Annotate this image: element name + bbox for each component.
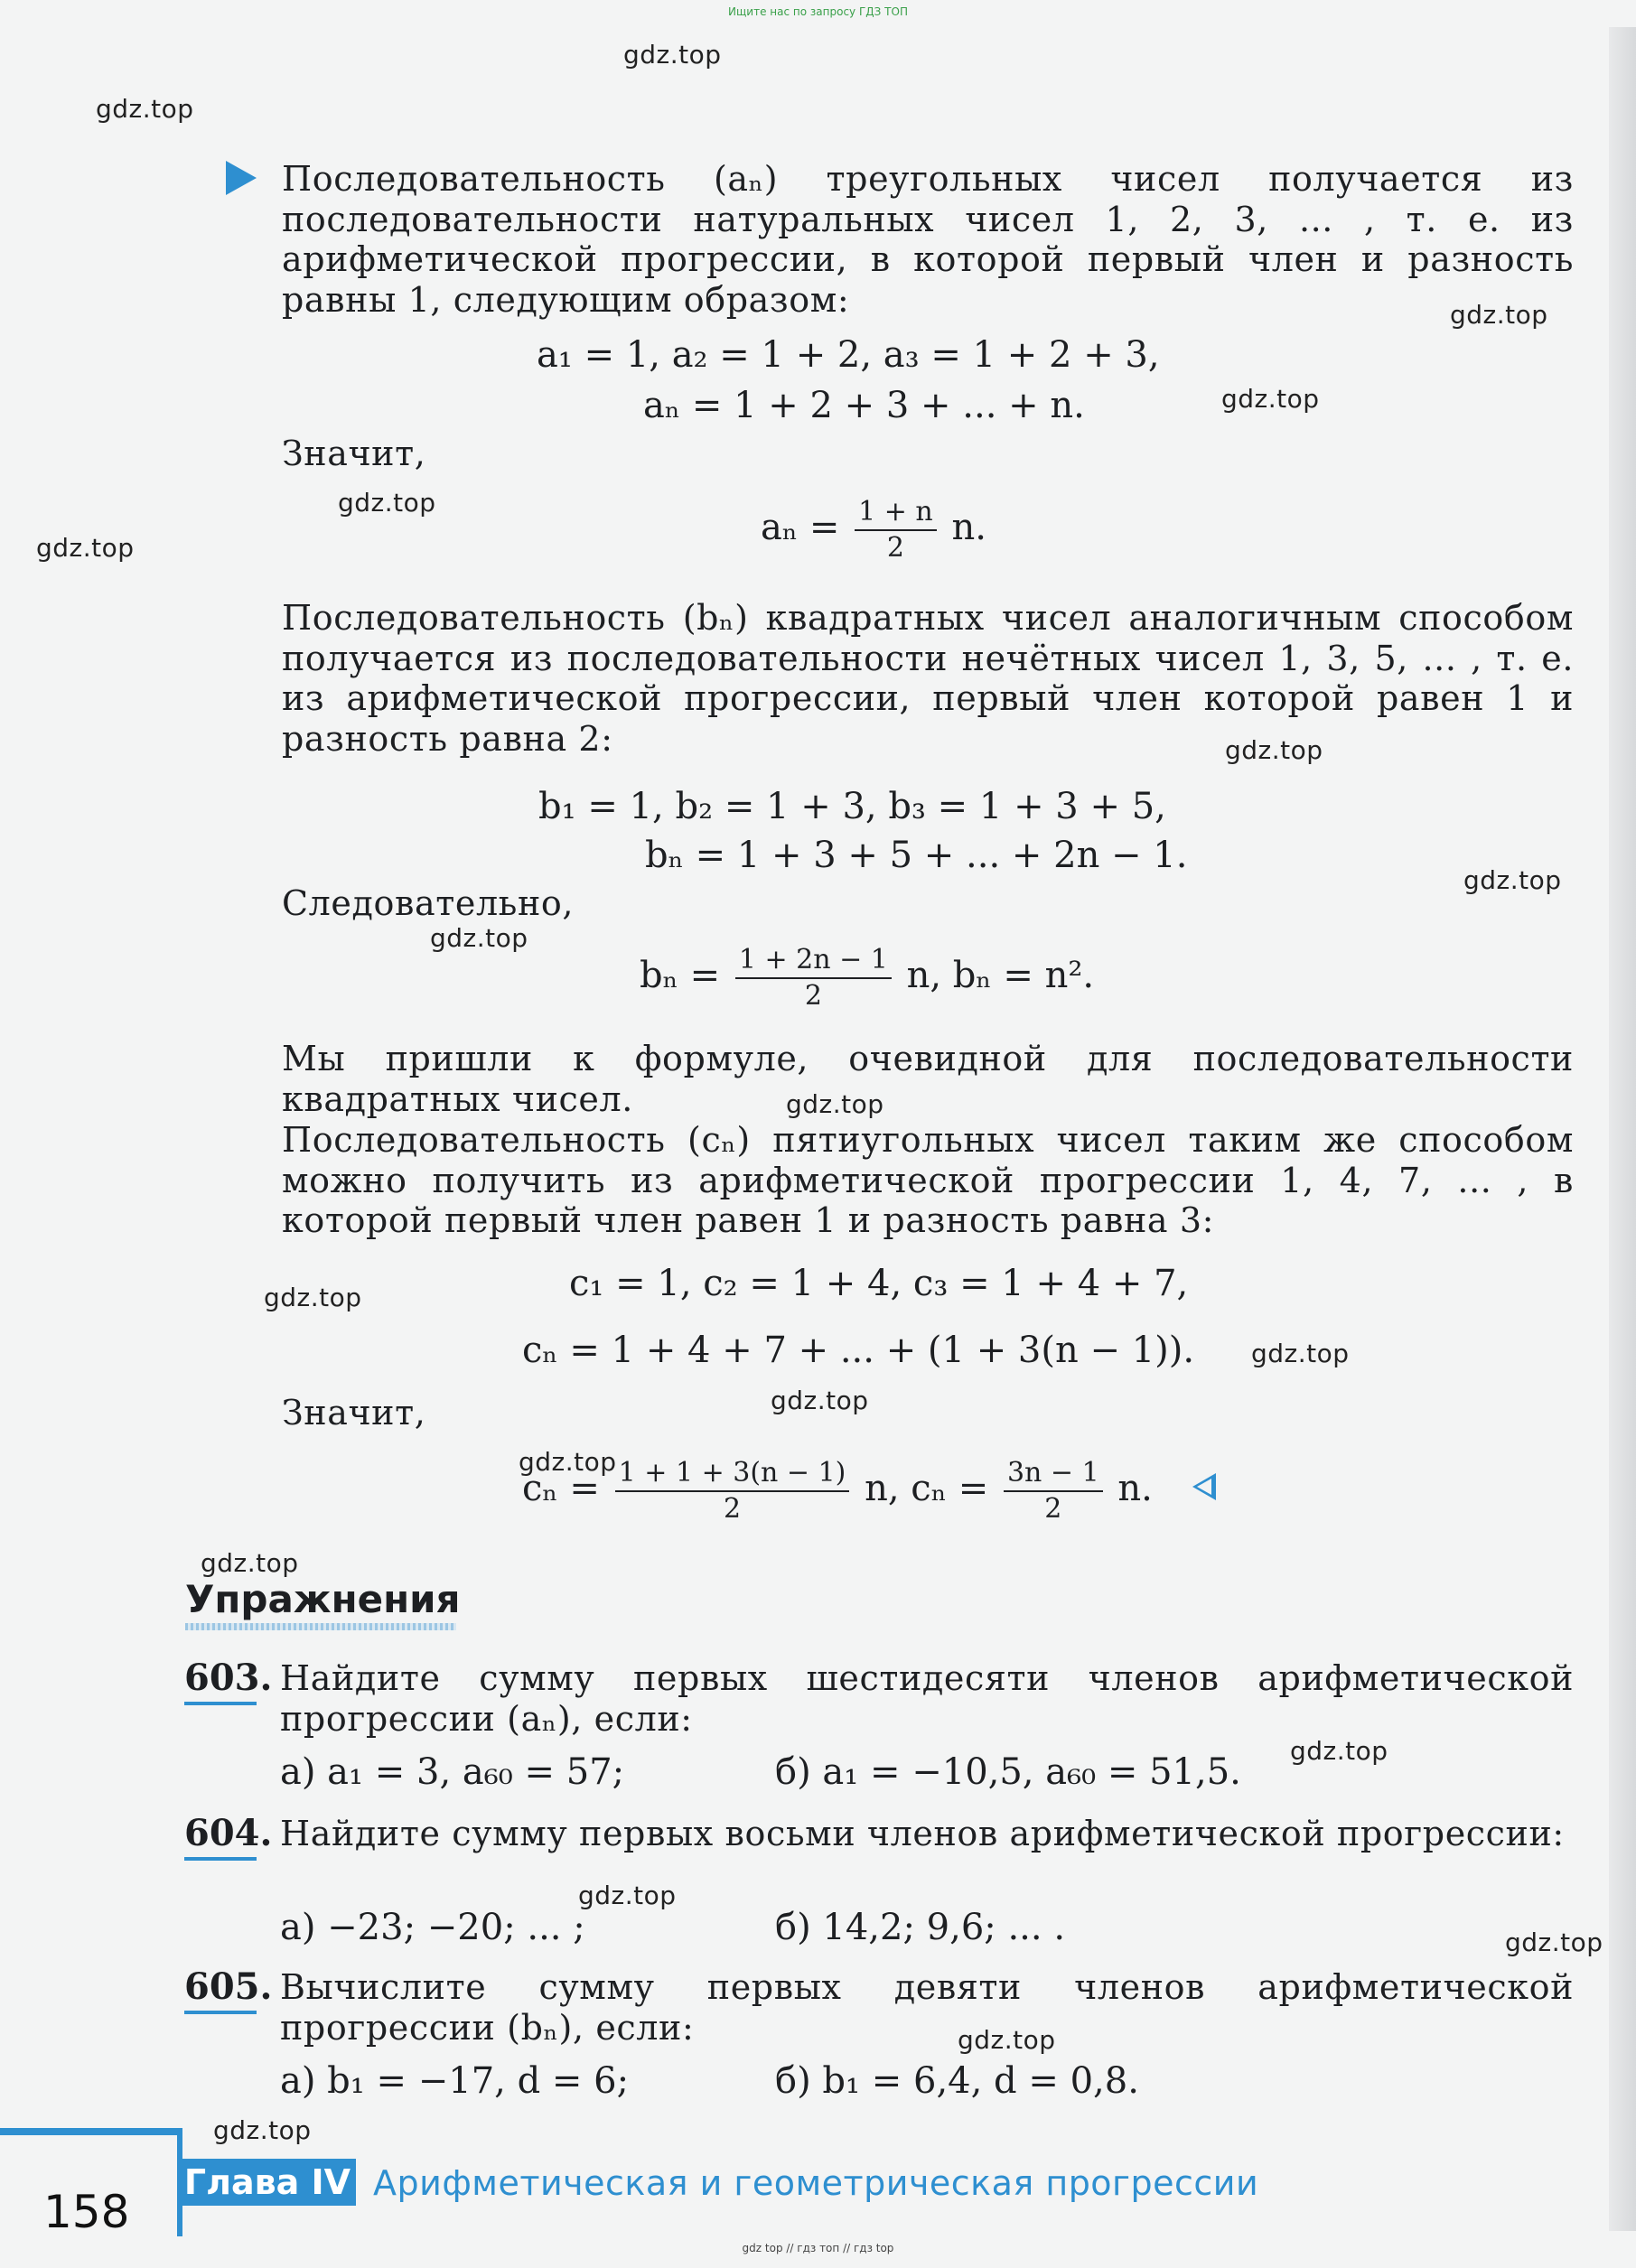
page-edge: [1609, 27, 1636, 2231]
paragraph-square: Последовательность (bₙ) квадратных чисел аналогичным способом получается из последовательности нечётных чисел 1, 3, 5, ... , т. е. из арифметической прогрессии, первый член которой равен 1 и разность равна 2:: [282, 598, 1574, 759]
formula-a-fraction: [761, 495, 986, 565]
formula-b-rhs: n, bₙ = n².: [906, 955, 1095, 996]
fraction: [855, 495, 937, 565]
formula-c-rhs: n.: [1117, 1468, 1153, 1509]
exercise-option-a: а) b₁ = −17, d = 6;: [280, 2060, 630, 2102]
chapter-title: Арифметическая и геометрическая прогрессии: [373, 2163, 1259, 2203]
watermark: gdz.top: [201, 1548, 299, 1578]
exercise-option-b: б) a₁ = −10,5, a₆₀ = 51,5.: [775, 1751, 1241, 1793]
exercise-option-b: б) 14,2; 9,6; ... .: [775, 1907, 1066, 1948]
fraction: [615, 1456, 850, 1526]
exercise-number-underline: [184, 1857, 257, 1861]
fraction-numerator: 1 + 2n − 1: [735, 943, 892, 979]
watermark: gdz.top: [578, 1881, 677, 1910]
exercise-text: Найдите сумму первых шестидесяти членов арифметической прогрессии (aₙ), если:: [280, 1658, 1574, 1739]
fraction-numerator: 3n − 1: [1004, 1456, 1103, 1492]
text-znachit: Значит,: [282, 1393, 426, 1433]
formula-b-line2: bₙ = 1 + 3 + 5 + ... + 2n − 1.: [645, 835, 1188, 876]
watermark: gdz.top: [1450, 300, 1548, 330]
fraction: [1004, 1456, 1103, 1526]
exercise-number: 603.: [184, 1657, 273, 1699]
formula-a-lhs: aₙ =: [761, 507, 840, 548]
heading-underline: [185, 1623, 456, 1630]
formula-a-line2: aₙ = 1 + 2 + 3 + ... + n.: [643, 385, 1085, 426]
watermark: gdz.top: [1251, 1339, 1350, 1368]
exercise-text: Вычислите сумму первых девяти членов арифметической прогрессии (bₙ), если:: [280, 1967, 1574, 2048]
exercise-text: Найдите сумму первых восьми членов арифметической прогрессии:: [280, 1814, 1565, 1853]
watermark: gdz.top: [338, 488, 436, 518]
watermark: gdz.top: [771, 1386, 869, 1415]
watermark: gdz.top: [36, 533, 135, 563]
exercise-option-a: а) a₁ = 3, a₆₀ = 57;: [280, 1751, 625, 1793]
formula-a-line1: a₁ = 1, a₂ = 1 + 2, a₃ = 1 + 2 + 3,: [537, 334, 1160, 376]
watermark: gdz.top: [1505, 1927, 1603, 1957]
exercise-number-underline: [184, 2011, 257, 2014]
end-of-proof-icon: [1192, 1473, 1216, 1500]
formula-b-fraction: [640, 943, 1094, 1013]
exercise-number: 604.: [184, 1812, 273, 1854]
section-marker-icon: [226, 161, 257, 195]
formula-c-fraction: [522, 1456, 1153, 1526]
watermark: gdz.top: [1221, 384, 1320, 414]
paragraph-conclusion: Мы пришли к формуле, очевидной для последовательности квадратных чисел.: [282, 1039, 1574, 1119]
formula-b-lhs: bₙ =: [640, 955, 721, 996]
exercise-option-a: а) −23; −20; ... ;: [280, 1907, 585, 1948]
bottom-note: gdz top // гдз топ // гдз top: [742, 2242, 894, 2254]
fraction-denominator: 2: [804, 980, 822, 1012]
watermark: gdz.top: [958, 2025, 1056, 2055]
watermark: gdz.top: [264, 1283, 362, 1312]
exercise-option-b: б) b₁ = 6,4, d = 0,8.: [775, 2060, 1139, 2102]
exercises-heading: Упражнения: [185, 1577, 461, 1621]
fraction-numerator: 1 + n: [855, 495, 937, 531]
exercise-number-underline: [184, 1702, 257, 1705]
watermark: gdz.top: [786, 1089, 884, 1119]
footer-bar: [0, 2128, 181, 2135]
watermark: gdz.top: [1290, 1736, 1388, 1766]
formula-c-lhs: cₙ =: [522, 1468, 600, 1509]
watermark: gdz.top: [1463, 865, 1562, 895]
formula-b-line1: b₁ = 1, b₂ = 1 + 3, b₃ = 1 + 3 + 5,: [538, 786, 1166, 827]
formula-a-rhs: n.: [951, 507, 986, 548]
formula-c-mid: n, cₙ =: [865, 1468, 989, 1509]
watermark: gdz.top: [213, 2115, 312, 2145]
fraction-denominator: 2: [1044, 1493, 1062, 1525]
fraction-denominator: 2: [886, 532, 904, 564]
watermark: gdz.top: [519, 1447, 617, 1477]
fraction-numerator: 1 + 1 + 3(n − 1): [615, 1456, 850, 1492]
text-znachit: Значит,: [282, 434, 426, 473]
formula-c-line1: c₁ = 1, c₂ = 1 + 4, c₃ = 1 + 4 + 7,: [569, 1263, 1189, 1304]
chapter-label: Глава IV: [179, 2159, 356, 2206]
watermark: gdz.top: [96, 94, 194, 124]
exercise-number: 605.: [184, 1965, 273, 2008]
text-sledovatelno: Следовательно,: [282, 883, 575, 923]
paragraph-pentagonal: Последовательность (cₙ) пятиугольных чисел таким же способом можно получить из арифметической прогрессии 1, 4, 7, ... , в которой первый член равен 1 и разность равна 3:: [282, 1120, 1574, 1240]
watermark: gdz.top: [430, 923, 528, 953]
top-note: Ищите нас по запросу ГДЗ ТОП: [728, 5, 908, 18]
fraction-denominator: 2: [723, 1493, 742, 1525]
formula-c-line2: cₙ = 1 + 4 + 7 + ... + (1 + 3(n − 1)).: [522, 1330, 1195, 1371]
watermark: gdz.top: [1225, 735, 1323, 765]
watermark: gdz.top: [623, 40, 722, 70]
paragraph-triangular: Последовательность (aₙ) треугольных чисел получается из последовательности натуральных чисел 1, 2, 3, ... , т. е. из арифметической прогрессии, в которой первый член и разность равны 1, следующим образом:: [282, 159, 1574, 320]
fraction: [735, 943, 892, 1013]
page-number: 158: [43, 2186, 130, 2238]
